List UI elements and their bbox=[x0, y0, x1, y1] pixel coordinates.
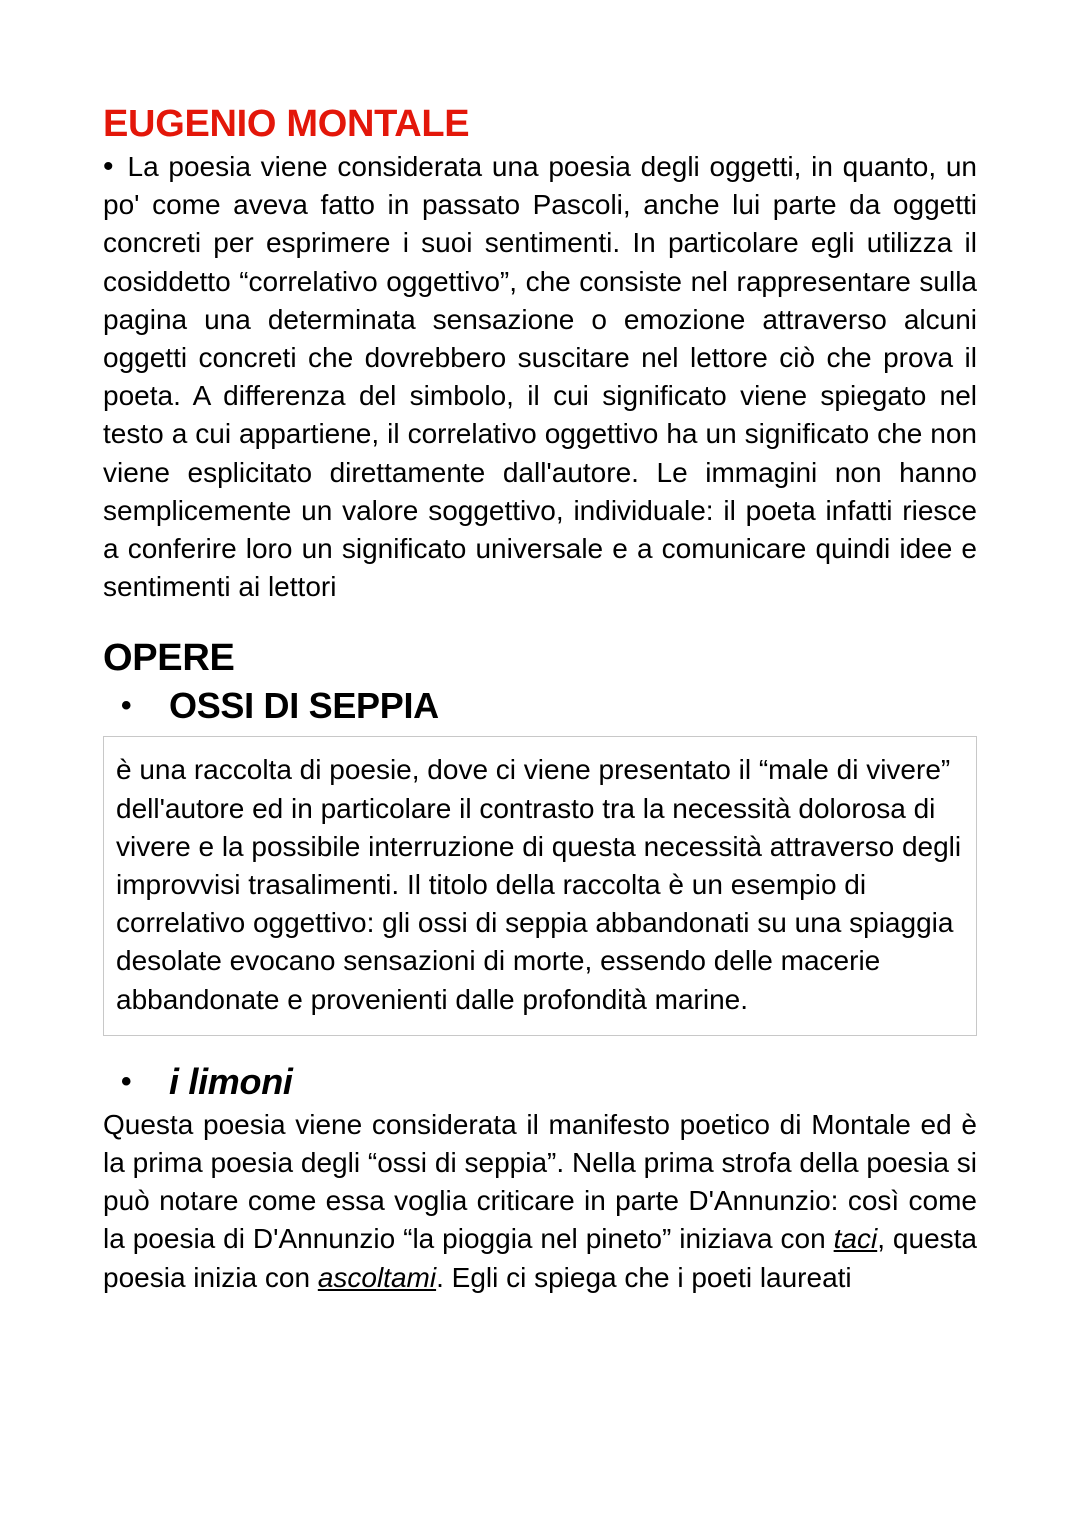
limoni-paragraph bbox=[103, 1106, 977, 1297]
ossi-heading bbox=[103, 682, 977, 730]
page-title: EUGENIO MONTALE bbox=[103, 103, 470, 145]
ossi-description-box bbox=[103, 736, 977, 1035]
ossi-heading-text: OSSI DI SEPPIA bbox=[169, 685, 439, 727]
limoni-heading-text: i limoni bbox=[169, 1060, 293, 1102]
limoni-text-part-2: , questa poesia inizia con bbox=[103, 1223, 977, 1293]
document-page bbox=[103, 100, 977, 1297]
limoni-heading bbox=[103, 1058, 977, 1106]
ascoltami-word: ascoltami bbox=[317, 1261, 437, 1293]
limoni-text-part-1: Questa poesia viene considerata il manifesto poetico di Montale ed è la prima poesia degli “ossi di seppia”. Nella prima strofa della poesia si può notare come essa voglia criticare in parte D'Annunzio: così come la poesia di D'Annunzio “la pioggia nel pineto” iniziava con bbox=[103, 1108, 977, 1255]
intro-text: La poesia viene considerata una poesia degli oggetti, in quanto, un po' come aveva fatto in passato Pascoli, anche lui parte da oggetti concreti per esprimere i suoi sentimenti. In particolare egli utilizza il cosiddetto “correlativo oggettivo”, che consiste nel rappresentare sulla pagina una determinata sensazione o emozione attraverso alcuni oggetti concreti che dovrebbero suscitare nel lettore ciò che prova il poeta. A differenza del simbolo, il cui significato viene spiegato nel testo a cui appartiene, il correlativo oggettivo ha un significato che non viene esplicitato direttamente dall'autore. Le immagini non hanno semplicemente un valore soggettivo, individuale: il poeta infatti riesce a conferire loro un significato universale e a comunicare quindi idee e sentimenti ai lettori bbox=[103, 151, 977, 603]
intro-paragraph bbox=[103, 148, 977, 606]
opere-heading: OPERE bbox=[103, 637, 235, 680]
taci-word: taci bbox=[833, 1223, 878, 1255]
ossi-description: è una raccolta di poesie, dove ci viene presentato il “male di vivere” dell'autore ed in particolare il contrasto tra la necessità dolorosa di vivere e la possibile interruzione di questa necessità attraverso degli improvvisi trasalimenti. Il titolo della raccolta è un esempio di correlativo oggettivo: gli ossi di seppia abbandonati su una spiaggia desolate evocano sensazioni di morte, essendo delle macerie abbandonate e provenienti dalle profondità marine. bbox=[116, 754, 962, 1015]
bullet-icon: • bbox=[103, 150, 114, 183]
limoni-text-part-3: . Egli ci spiega che i poeti laureati bbox=[436, 1261, 852, 1293]
bullet-icon: • bbox=[121, 689, 132, 723]
bullet-icon: • bbox=[121, 1064, 132, 1098]
